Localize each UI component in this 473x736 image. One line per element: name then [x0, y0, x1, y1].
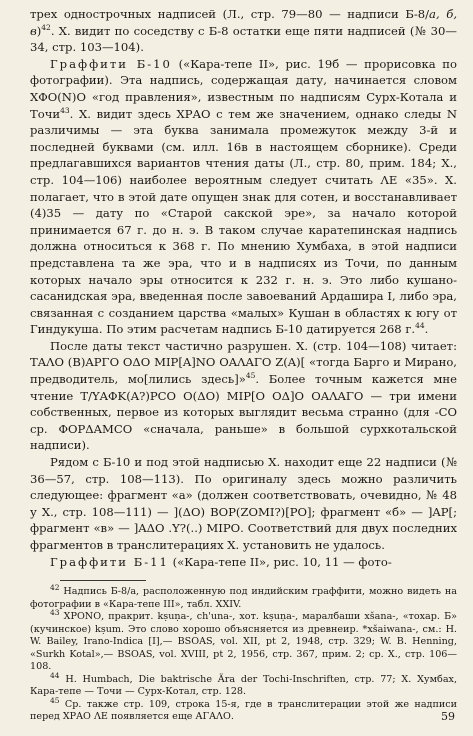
footnote-45: $^{45}$ Ср. также стр. 109, строка 15-я, где в транслитерации этой же надписи перед ΧΡΑΟ ΛΕ появляется еще ΑΓΑΛΟ. — [30, 695, 457, 723]
footnote-ref-43[interactable]: 43 — [60, 105, 70, 115]
footnote-ref-44[interactable]: 44 — [415, 321, 425, 331]
footnotes — [30, 583, 457, 724]
main-text — [30, 6, 457, 570]
page-number: 59 — [441, 710, 455, 723]
footnote-43: $^{43}$ ΧΡΟΝΟ, пракрит. kṣuṇa-, ch'una-, хот. kṣuṇa-, маралбаши xšana-, «тохар. Б» (кучинское) kṣum. Это слово хорошо объясняется из древнеир. *xšaiwana-, см.: H. W. Bailey, Irano-Indica [I],— BSOAS, vol. XII, pt 2, 1948, стр. 329; W. B. Henning, «Surkh Kotal»,— BSOAS, vol. XVIII, pt 2, 1956, стр. 367, прим. 2; ср. Х., стр. 106—108. — [30, 608, 457, 673]
footnote-44: $^{44}$ H. Humbach, Die baktrische Ära der Tochi-Inschriften, стр. 77; Х. Хумбах, Кара-тепе — Точи — Сурх-Котал, стр. 128. — [30, 670, 457, 698]
paragraph-3: После даты текст частично разрушен. Х. (стр. 104—108) читает: ΤΑΛΟ (Β)ΑΡΓΟ ΟΔΟ ΜΙΡ[Α]ΝΟ ΟΑΛΑΓΟ Ζ(Α)[ «тогда Барго и Мирано, предводитель, мо[лились здесь]»$^{45}$. Более точным кажется мне чтение Τ/ΥΑΦΚ(Α?)ΡCΟ Ο(ΔΟ) ΜΙΡ[Ο ΟΔ]Ο ΟΑΛΑΓΟ — три имени собственных, первое из которых выглядит весьма странно (для -CO ср. ΦΟΡΔΑΜCΟ «сначала, раньше» в большой сурхкотальской надписи). — [30, 338, 457, 453]
paragraph-2: Граффити Б-10 («Кара-тепе II», рис. 19б — прорисовка по фотографии). Эта надпись, содержащая дату, начинается словом ΧΦΟ(Ν)Ο «год правления», известным по надписям Сурх-Котала и Точи$^{43}$. Х. видит здесь ΧΡΑΟ с тем же значением, однако следы N различимы — эта буква занимала промежуток между 3-й и последней буквами (см. илл. 16в в настоящем сборнике). Среди предлагавшихся вариантов чтения даты (Л., стр. 80, прим. 184; Х., стр. 104—106) наиболее вероятным следует считать ΛΕ «35». Х. полагает, что в этой дате опущен знак для сотен, и восстанавливает (4)35 — дату по «Старой сакской эре», за начало которой принимается 67 г. до н. э. В таком случае каратепинская надпись должна относиться к 368 г. По мнению Хумбаха, в этой надписи представлена та же эра, что и в надписях из Точи, по данным которых начало эры относится к 232 г. н. э. Это либо кушано-сасанидская эра, введенная после завоеваний Ардашира I, либо эра, связанная с созданием царства «малых» Кушан в областях к югу от Гиндукуша. По этим расчетам надпись Б-10 датируется 268 г.$^{44}$. — [30, 56, 457, 337]
footnote-divider — [60, 580, 146, 581]
paragraph-1: трех однострочных надписей (Л., стр. 79—80 — надписи Б-8/а, б, в)$^{42}$. Х. видит по соседству с Б-8 остатки еще пяти надписей (№ 30—34, стр. 103—104). — [30, 7, 457, 55]
footnote-ref-42[interactable]: 42 — [41, 22, 51, 32]
paragraph-4: Рядом с Б-10 и под этой надписью Х. находит еще 22 надписи (№ 36—57, стр. 108—113). По оригиналу здесь можно различить следующее: фрагмент «а» (должен соответствовать, очевидно, № 48 у Х., стр. 108—111) — ](ΔΟ) ΒΟΡ(ΖΟΜΙ?)[ΡΟ]; фрагмент «б» — ]ΑΡ[; фрагмент «в» — ]ΑΔΟ .Υ?(..) ΜΙΡΟ. Соответствий для двух последних фрагментов в транслитерациях Х. установить не удалось. — [30, 455, 457, 552]
footnote-42: $^{42}$ Надпись Б-8/а, расположенную под индийским граффити, можно видеть на фотографии в «Кара-тепе III», табл. XXIV. — [30, 583, 457, 610]
section-heading-b11: Граффити Б-11 — [50, 554, 169, 569]
footnote-ref-45[interactable]: 45 — [245, 371, 256, 381]
paragraph-5: Граффити Б-11 («Кара-тепе II», рис. 10, 11 — фото- — [50, 554, 392, 569]
section-heading-b10: Граффити Б-10 — [50, 56, 172, 71]
